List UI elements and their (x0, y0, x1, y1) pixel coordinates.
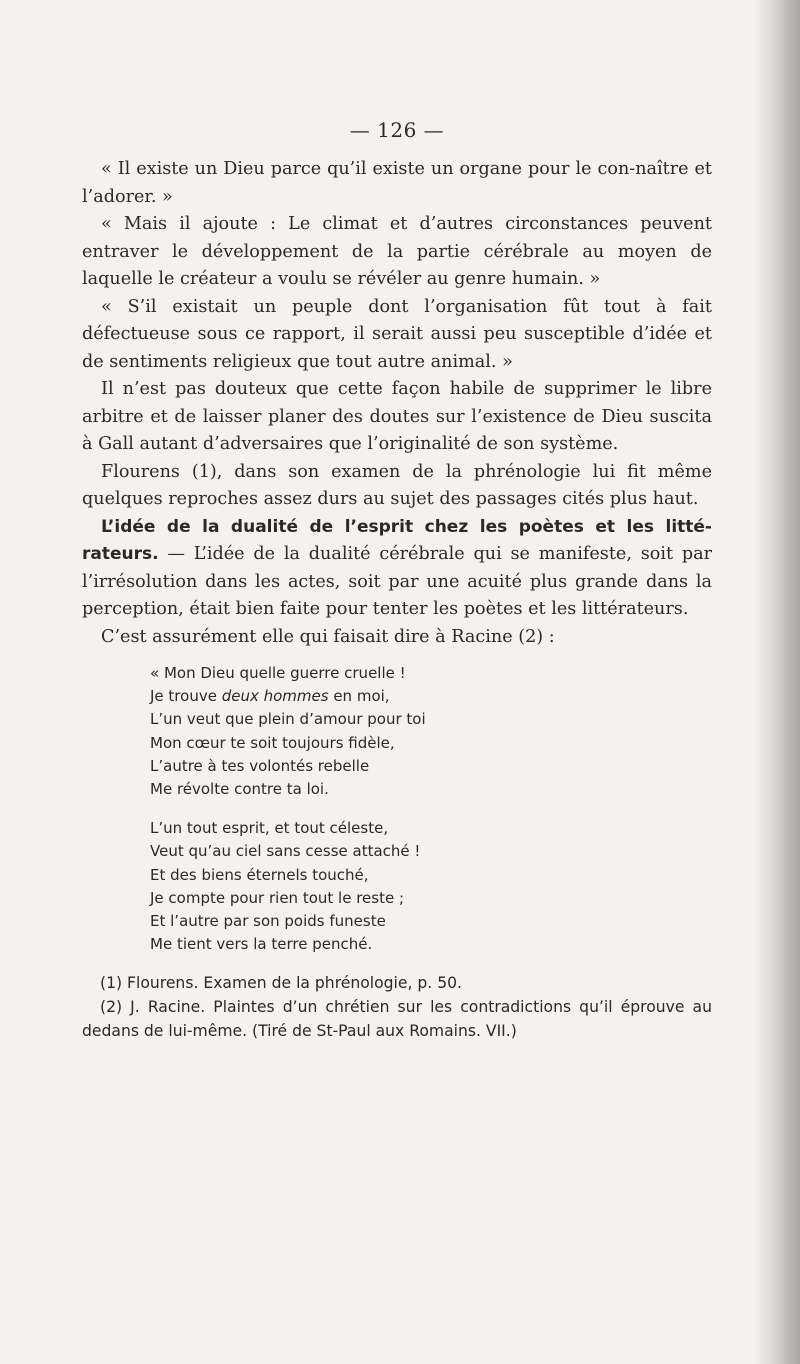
poem-line: Mon cœur te soit toujours fidèle, (150, 733, 395, 752)
page-edge-shadow (754, 0, 800, 1364)
racine-poem (150, 662, 712, 956)
paragraph-2: « Mais il ajoute : Le climat et d’autres circonstances peuvent entraver le développement de la partie cérébrale au moyen de laquelle le créateur a voulu se révéler au genre humain. » (82, 214, 712, 289)
poem-line: Je compte pour rien tout le reste ; (150, 888, 405, 907)
footnote-2: (2) J. Racine. Plaintes d’un chrétien sur les contradictions qu’il éprouve au dedans de lui-même. (Tiré de St-Paul aux Romains. VII.) (82, 998, 712, 1041)
poem-line-part: en moi, (328, 687, 390, 706)
poem-line (150, 685, 712, 708)
poem-stanza-1 (150, 662, 712, 801)
poem-line: « Mon Dieu quelle guerre cruelle ! (150, 664, 406, 682)
poem-line: Veut qu’au ciel sans cesse attaché ! (150, 842, 421, 861)
main-text (82, 156, 712, 651)
paragraph-3: « S’il existait un peuple dont l’organisation fût tout à fait défectueuse sous ce rapport, il serait aussi peu susceptible d’idée et de sentiments religieux que tout autre animal. » (82, 296, 712, 372)
book-page (82, 118, 712, 1044)
footnote-1: (1) Flourens. Examen de la phrénologie, p. 50. (100, 974, 462, 993)
page-number: — 126 — (349, 118, 445, 142)
paragraph-5: Flourens (1), dans son examen de la phrénologie lui fit même quelques reproches assez durs au sujet des passages cités plus haut. (82, 461, 712, 509)
poem-line: L’un tout esprit, et tout céleste, (150, 819, 389, 838)
paragraph-1: « Il existe un Dieu parce qu’il existe un organe pour le con-naître et l’adorer. » (82, 159, 712, 207)
poem-line: L’un veut que plein d’amour pour toi (150, 710, 426, 729)
poem-emphasis: deux hommes (221, 687, 329, 706)
poem-line: Et des biens éternels touché, (150, 865, 369, 884)
paragraph-7: C’est assurément elle qui faisait dire à Racine (2) : (101, 626, 555, 647)
poem-line: Me révolte contre ta loi. (150, 780, 329, 799)
paragraph-4: Il n’est pas douteux que cette façon habile de supprimer le libre arbitre et de laisser planer des doutes sur l’existence de Dieu suscita à Gall autant d’adversaires que l’originalité de son système. (82, 379, 712, 454)
poem-line-part: Je trouve (150, 687, 222, 706)
poem-line: L’autre à tes volontés rebelle (150, 756, 370, 775)
paragraph-6 (82, 514, 712, 624)
section-heading: L’idée de la dualité de l’esprit chez les poètes et les litté-rateurs. (82, 516, 712, 564)
poem-stanza-2 (150, 817, 712, 956)
section-body: — L’idée de la dualité cérébrale qui se manifeste, soit par l’irrésolution dans les actes, soit par une acuité plus grande dans la perception, était bien faite pour tenter les poètes et les littérateurs. (82, 544, 712, 619)
poem-line: Me tient vers la terre penché. (150, 935, 373, 954)
footnotes (82, 972, 712, 1043)
poem-line: Et l’autre par son poids funeste (150, 912, 386, 931)
